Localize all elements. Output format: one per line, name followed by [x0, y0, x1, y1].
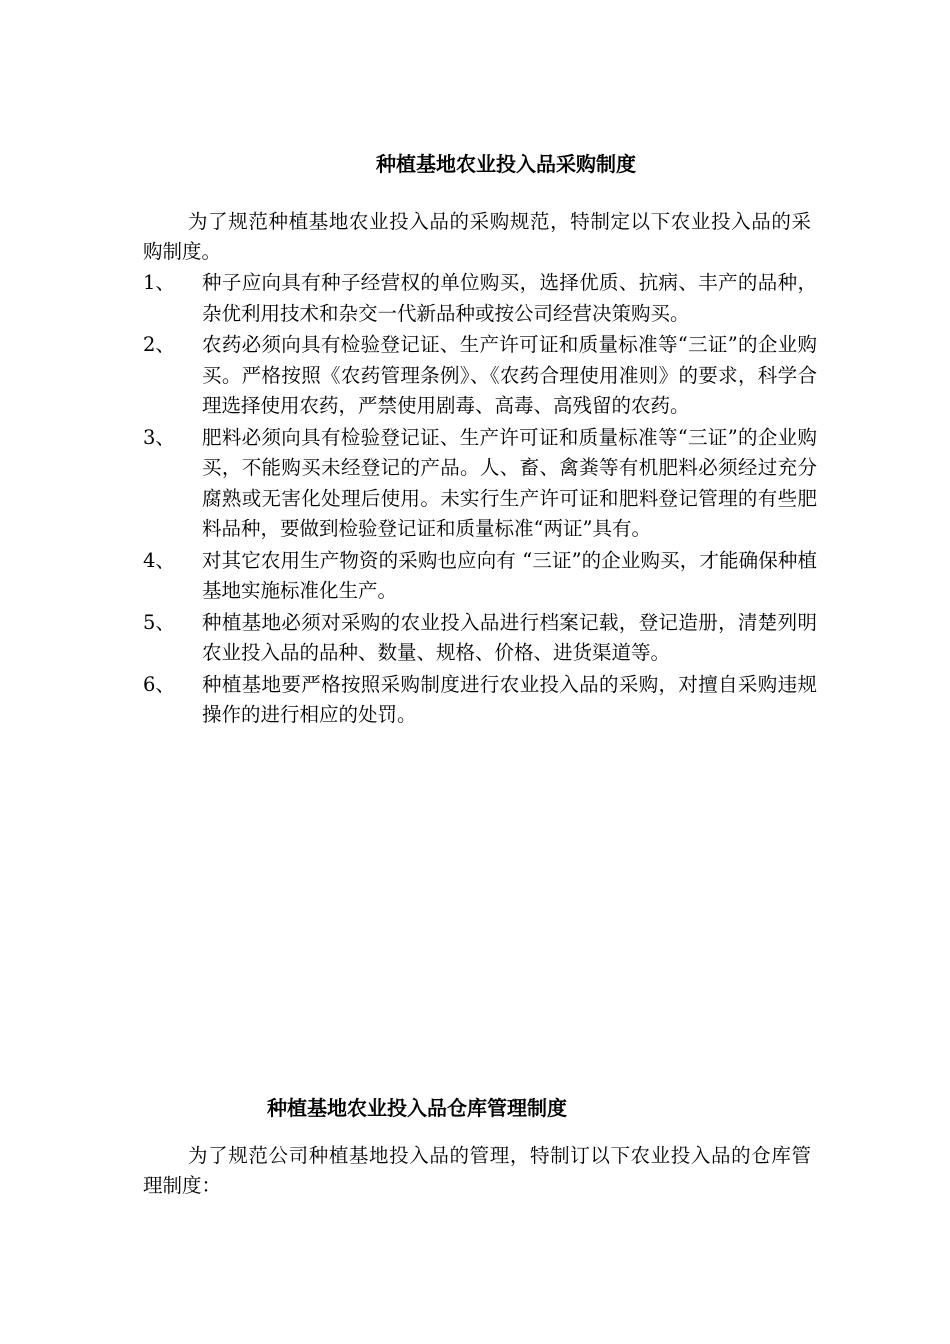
procurement-rules-list: [143, 268, 833, 732]
list-item: [143, 608, 833, 669]
list-item-text: 肥料必须向具有检验登记证、生产许可证和质量标准等“三证”的企业购买，不能购买未经登记的产品。人、畜、禽粪等有机肥料必须经过充分腐熟或无害化处理后使用。未实行生产许可证和肥料登记管理的有些肥料品种，要做到检验登记证和质量标准“两证”具有。: [202, 425, 817, 540]
section2-title: 种植基地农业投入品仓库管理制度: [267, 1096, 567, 1120]
section1-title: 种植基地农业投入品采购制度: [376, 152, 636, 176]
list-item-number: 3、: [143, 425, 175, 449]
list-item-number: 5、: [143, 610, 175, 634]
list-item-number: 2、: [143, 333, 175, 356]
list-item: [143, 423, 833, 545]
list-item: [143, 268, 833, 329]
section1-intro: 为了规范种植基地农业投入品的采购规范，特制定以下农业投入品的采购制度。: [143, 210, 811, 263]
list-item-text: 对其它农用生产物资的采购也应向有 “三证”的企业购买，才能确保种植基地实施标准化生产。: [202, 548, 817, 602]
list-item-text: 种植基地要严格按照采购制度进行农业投入品的采购，对擅自采购违规操作的进行相应的处罚。: [202, 672, 817, 726]
list-item-text: 种植基地必须对采购的农业投入品进行档案记载，登记造册，清楚列明农业投入品的品种、数量、规格、价格、进货渠道等。: [202, 610, 817, 664]
list-item-text: 种子应向具有种子经营权的单位购买，选择优质、抗病、丰产的品种，杂优利用技术和杂交一代新品种或按公司经营决策购买。: [202, 271, 817, 325]
list-item: [143, 330, 833, 422]
section2-intro: 为了规范公司种植基地投入品的管理，特制订以下农业投入品的仓库管理制度：: [143, 1144, 811, 1197]
list-item-number: 1、: [143, 271, 175, 294]
list-item-text: 农药必须向具有检验登记证、生产许可证和质量标准等“三证”的企业购买。严格按照《农药管理条例》、《农药合理使用准则》的要求，科学合理选择使用农药，严禁使用剧毒、高毒、高残留的农药。: [202, 333, 817, 417]
list-item: [143, 670, 833, 731]
list-item-number: 4、: [143, 548, 175, 572]
list-item-number: 6、: [143, 672, 175, 696]
list-item: [143, 546, 833, 607]
